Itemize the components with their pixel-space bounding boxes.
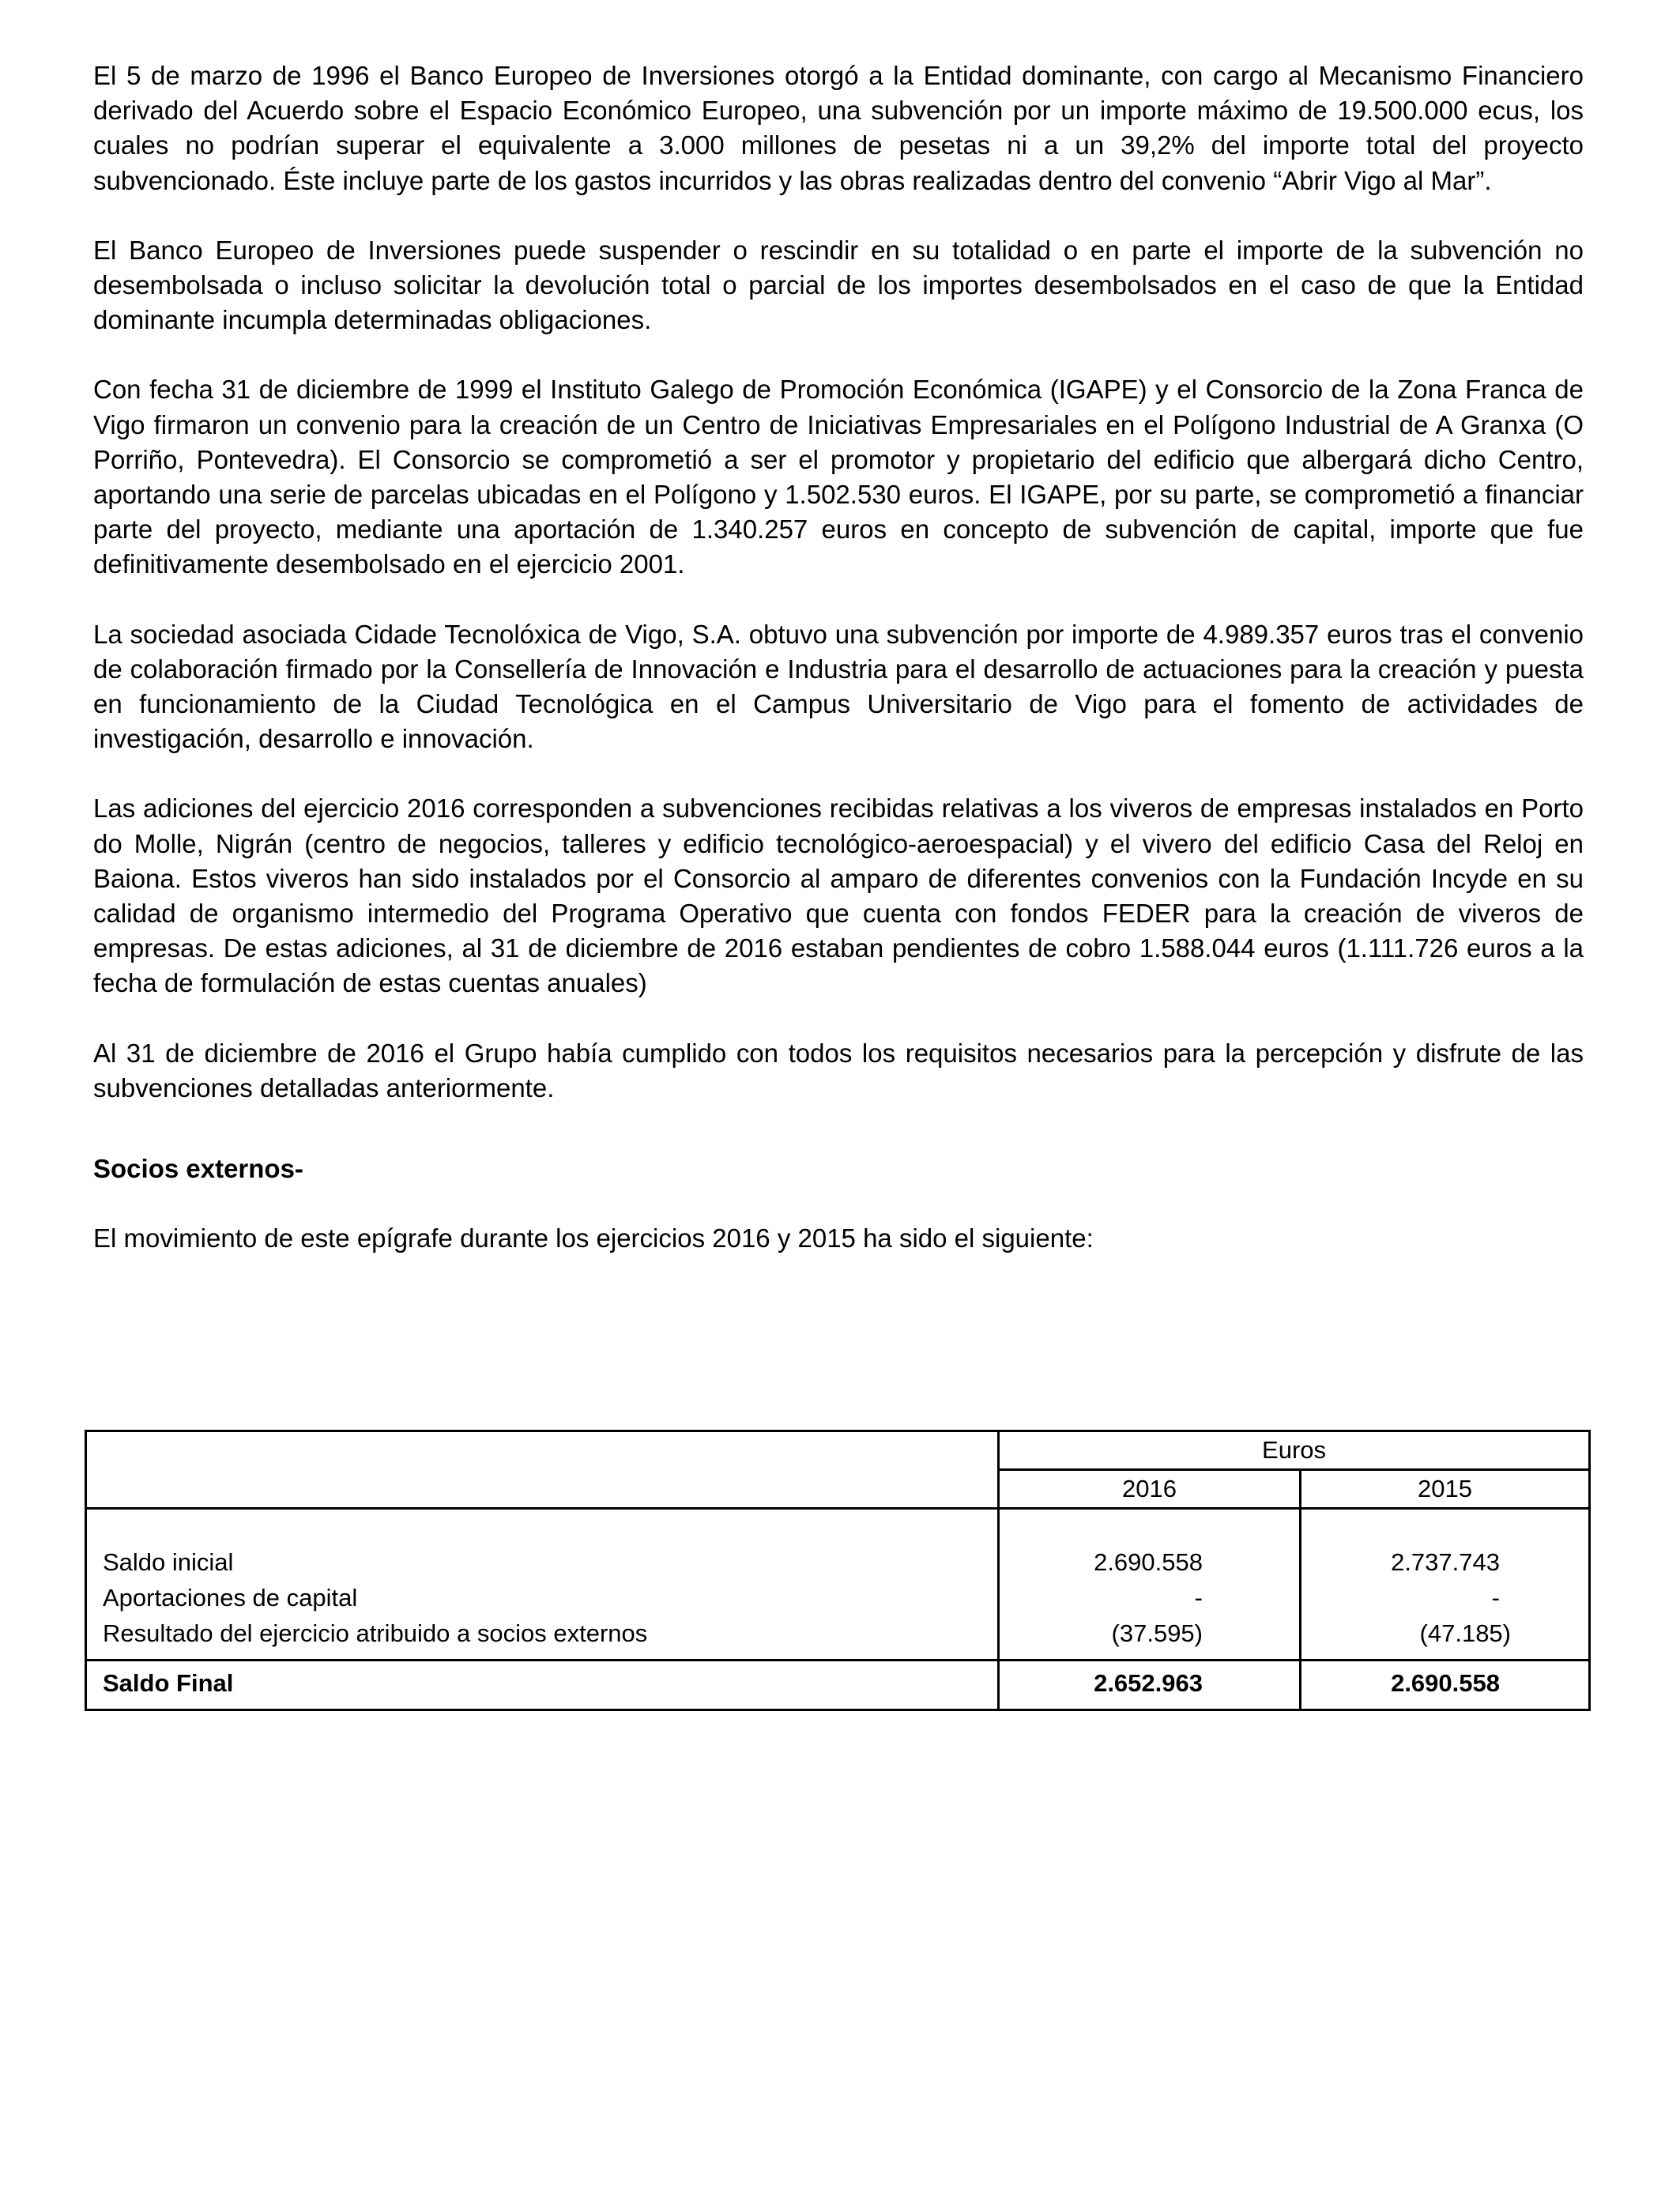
paragraph-compliance: Al 31 de diciembre de 2016 el Grupo había cumplido con todos los requisitos necesarios para la percepción y disfrute de las subvenciones detalladas anteriormente.: [93, 1038, 1584, 1103]
row-labels-cell: [86, 1509, 999, 1661]
socios-externos-table: [85, 1430, 1591, 1711]
paragraph-2016-additions: Las adiciones del ejercicio 2016 corresponden a subvenciones recibidas relativas a los viveros de empresas instalados en Porto do Molle, Nigrán (centro de negocios, talleres y edificio tecnológico-aeroespacial) y el vivero del edificio Casa del Reloj en Baiona. Estos viveros han sido instalados por el Consorcio al amparo de diferentes convenios con la Fundación Incyde en su calidad de organismo intermedio del Programa Operativo que cuenta con fondos FEDER para la creación de viveros de empresas. De estas adiciones, al 31 de diciembre de 2016 estaban pendientes de cobro 1.588.044 euros (1.111.726 euros a la fecha de formulación de estas cuentas anuales): [93, 794, 1584, 998]
value-2015-aportaciones: -: [1491, 1584, 1500, 1612]
values-2015-cell: [1301, 1509, 1590, 1661]
table-body-row: [86, 1509, 1590, 1661]
header-euros: Euros: [999, 1431, 1590, 1470]
value-2015-saldo-inicial: 2.737.743: [1391, 1548, 1500, 1576]
table-total-row: [86, 1661, 1590, 1710]
table-header-row: [86, 1431, 1590, 1470]
paragraph-igape-agreement: Con fecha 31 de diciembre de 1999 el Instituto Galego de Promoción Económica (IGAPE) y el Consorcio de la Zona Franca de Vigo firmaron un convenio para la creación de un Centro de Iniciativas Empresariales en el Polígono Industrial de A Granxa (O Porriño, Pontevedra). El Consorcio se comprometió a ser el promotor y propietario del edificio que albergará dicho Centro, aportando una serie de parcelas ubicadas en el Polígono y 1.502.530 euros. El IGAPE, por su parte, se comprometió a financiar parte del proyecto, mediante una aportación de 1.340.257 euros en concepto de subvención de capital, importe que fue definitivamente desembolsado en el ejercicio 2001.: [93, 375, 1584, 579]
paragraph-cidade-tecnoloxica: La sociedad asociada Cidade Tecnolóxica de Vigo, S.A. obtuvo una subvención por importe de 4.989.357 euros tras el convenio de colaboración firmado por la Consellería de Innovación e Industria para el desarrollo de actuaciones para la creación y puesta en funcionamiento de la Ciudad Tecnológica en el Campus Universitario de Vigo para el fomento de actividades de investigación, desarrollo e innovación.: [93, 619, 1584, 754]
values-2016-cell: [999, 1509, 1301, 1661]
header-year-2016: 2016: [999, 1470, 1301, 1509]
document-page: [93, 58, 1584, 1256]
value-2015-resultado: (47.185): [1419, 1619, 1511, 1647]
value-2016-aportaciones: -: [1194, 1584, 1203, 1612]
total-2016: 2.652.963: [999, 1661, 1301, 1710]
total-2015: 2.690.558: [1301, 1661, 1590, 1710]
section-heading: Socios externos-: [93, 1154, 303, 1184]
total-label: Saldo Final: [86, 1661, 999, 1710]
row-label-aportaciones: Aportaciones de capital: [103, 1584, 358, 1612]
table-intro: El movimiento de este epígrafe durante los ejercicios 2016 y 2015 ha sido el siguiente:: [93, 1223, 1094, 1253]
row-label-resultado: Resultado del ejercicio atribuido a socios externos: [103, 1619, 648, 1647]
value-2016-saldo-inicial: 2.690.558: [1094, 1548, 1203, 1576]
header-empty-cell: [86, 1431, 999, 1509]
paragraph-bei-grant: El 5 de marzo de 1996 el Banco Europeo de Inversiones otorgó a la Entidad dominante, con cargo al Mecanismo Financiero derivado del Acuerdo sobre el Espacio Económico Europeo, una subvención por un importe máximo de 19.500.000 ecus, los cuales no podrían superar el equivalente a 3.000 millones de pesetas ni a un 39,2% del importe total del proyecto subvencionado. Éste incluye parte de los gastos incurridos y las obras realizadas dentro del convenio “Abrir Vigo al Mar”.: [93, 61, 1584, 195]
value-2016-resultado: (37.595): [1111, 1619, 1203, 1647]
header-year-2015: 2015: [1301, 1470, 1590, 1509]
row-label-saldo-inicial: Saldo inicial: [103, 1548, 234, 1576]
paragraph-bei-conditions: El Banco Europeo de Inversiones puede suspender o rescindir en su totalidad o en parte el importe de la subvención no desembolsada o incluso solicitar la devolución total o parcial de los importes desembolsados en el caso de que la Entidad dominante incumpla determinadas obligaciones.: [93, 235, 1584, 335]
